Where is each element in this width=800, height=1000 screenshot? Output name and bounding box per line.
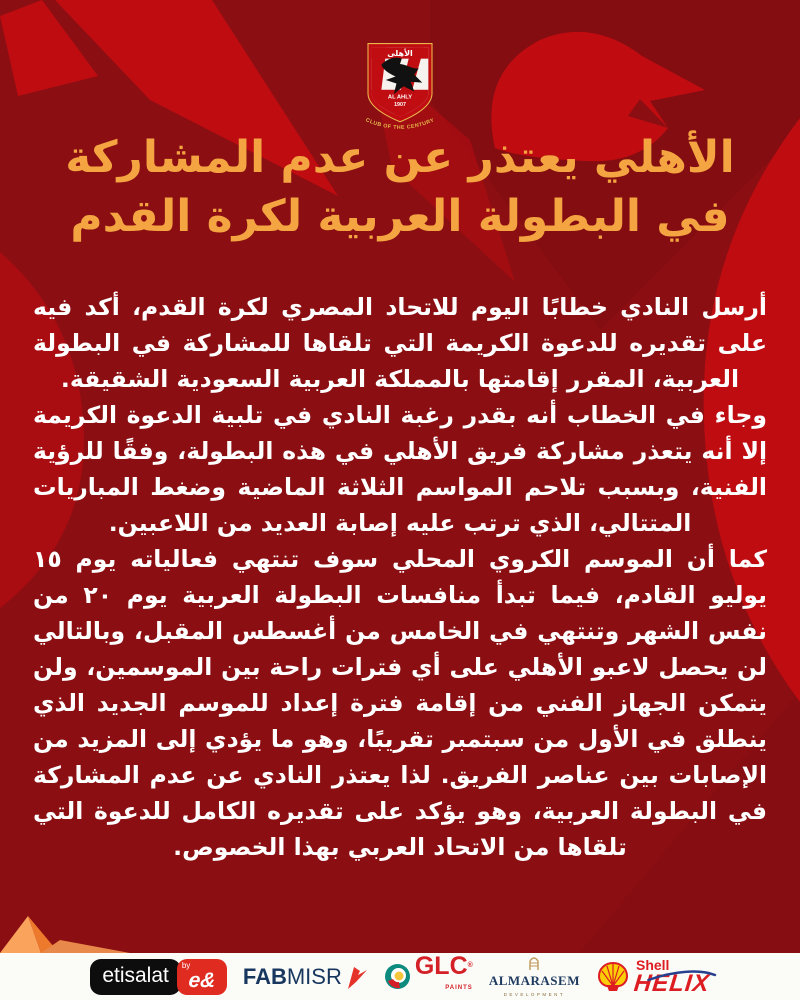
helix-swoosh-icon — [646, 968, 717, 982]
crest-banner-text: CLUB OF THE CENTURY — [364, 117, 436, 131]
etisalat-by-label: by — [181, 960, 191, 970]
ahly-crest-icon — [359, 40, 441, 136]
glc-logo — [384, 951, 473, 999]
crest-arabic-name: الأهلى — [387, 49, 413, 58]
glc-circle-icon — [384, 963, 411, 990]
fab-wordmark: FAB — [242, 963, 287, 989]
glc-wordmark: GLC — [414, 951, 468, 980]
shell-helix-logo — [596, 958, 710, 996]
statement-paragraph: كما أن الموسم الكروي المحلي سوف تنتهي فعالياته يوم ١٥ يوليو القادم، فيما تبدأ منافسات البطولة العربية يوم ٢٠ من نفس الشهر وتنتهي في الخامس من أغسطس المقبل، وبالتالي لن يحصل لاعبو الأهلي على أي فترات راحة بين الموسمين، ولن يتمكن الجهاز الفني من إقامة فترة إعداد للموسم الجديد الذي ينطلق في الأول من سبتمبر تقريبًا، وهو ما يؤدي إلى المزيد من الإصابات بين عناصر الفريق. لذا يعتذر النادي عن عدم المشاركة في البطولة العربية، وهو يؤكد على تقديره الكامل للدعوة التي تلقاها من الاتحاد العربي بهذا الخصوص. — [33, 545, 767, 861]
sponsor-bar — [0, 953, 800, 1000]
crest-club-name: AL AHLY — [387, 94, 413, 101]
almarasem-development-label: DEVELOPMENT — [503, 992, 566, 998]
etisalat-wordmark: etisalat — [90, 959, 181, 995]
crest-year: 1907 — [394, 101, 406, 108]
almarasem-building-icon — [526, 955, 542, 970]
helix-wordmark: HELIX — [633, 972, 711, 996]
almarasem-wordmark: ALMARASEM — [488, 973, 580, 989]
statement-paragraph: وجاء في الخطاب أنه بقدر رغبة النادي في تلبية الدعوة الكريمة إلا أنه يتعذر مشاركة فريق الأهلي في هذه البطولة، وفقًا للرؤية الفنية، وبسبب تلاحم المواسم الثلاثة الماضية وضغط المباريات المتتالي، الذي ترتب عليه إصابة العديد من اللاعبين. — [33, 401, 767, 537]
eand-icon — [177, 959, 227, 995]
fabmisr-flag-icon — [346, 964, 368, 990]
statement-paragraph: أرسل النادي خطابًا اليوم للاتحاد المصري لكرة القدم، أكد فيه على تقديره للدعوة الكريمة التي تلقاها للمشاركة في البطولة العربية، المقرر إقامتها بالمملكة العربية السعودية الشقيقة. — [33, 293, 767, 393]
fabmisr-logo — [243, 964, 368, 990]
glc-registered-mark: ® — [467, 961, 473, 969]
eand-wordmark: e& — [187, 968, 217, 992]
page-title — [20, 128, 780, 246]
headline-line-1: الأهلي يعتذر عن عدم المشاركة — [65, 132, 735, 183]
headline-line-2: في البطولة العربية لكرة القدم — [70, 191, 730, 242]
etisalat-logo — [90, 959, 227, 995]
shell-wordmark: Shell — [635, 956, 670, 973]
statement-body — [33, 289, 767, 948]
glc-paints-label: PAINTS — [445, 984, 473, 991]
shell-pecten-icon — [596, 961, 630, 993]
misr-wordmark: MISR — [286, 963, 342, 989]
almarasem-logo — [489, 955, 580, 998]
